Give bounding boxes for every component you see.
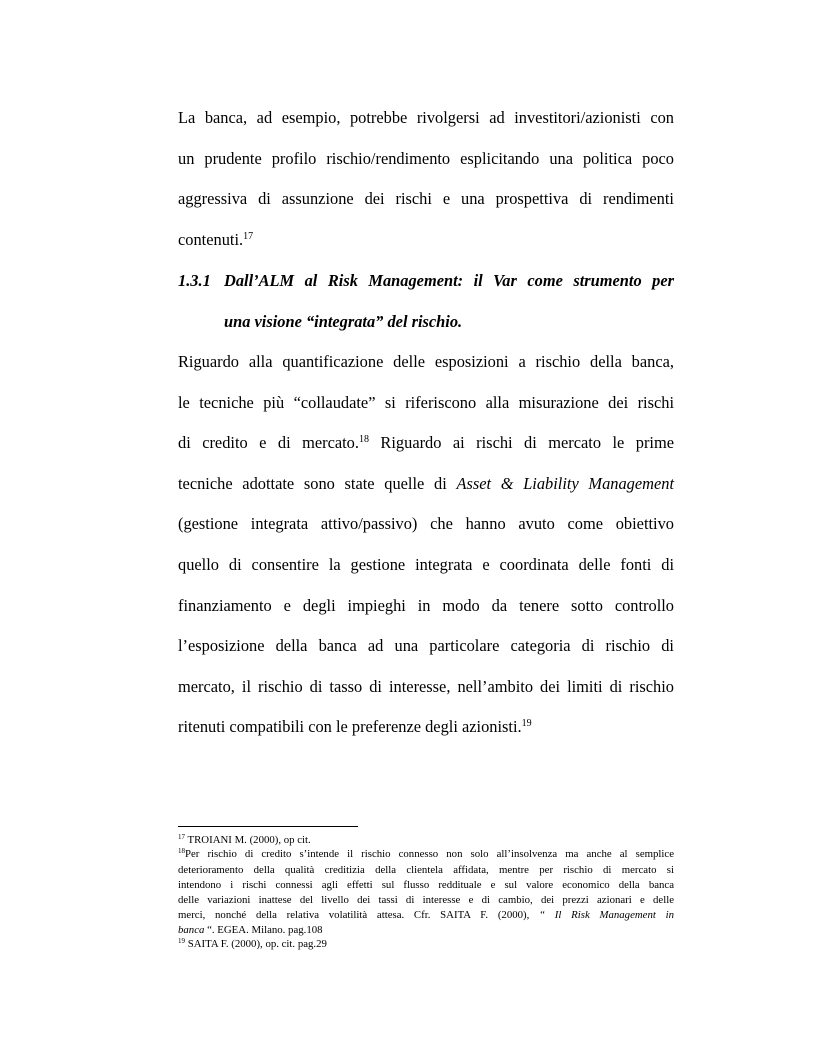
paragraph-2-line-4-italic: Asset & Liability Management	[456, 474, 675, 493]
paragraph-2-line-4	[178, 474, 674, 494]
footnote-17	[178, 834, 674, 846]
paragraph-1-line-1: La banca, ad esempio, potrebbe rivolgersi ad investitori/azionisti con	[178, 108, 674, 127]
paragraph-2-line-6: quello di consentire la gestione integrata e coordinata delle fonti di	[178, 555, 674, 574]
footnote-18-number: 18	[178, 847, 185, 855]
footnote-18-text-1: Per rischio di credito s’intende il rischio connesso non solo all’insolvenza ma anche al semplice	[185, 848, 674, 860]
footnote-18-line-1	[178, 848, 674, 860]
paragraph-2-line-3	[178, 433, 674, 453]
paragraph-2-line-5: (gestione integrata attivo/passivo) che hanno avuto come obiettivo	[178, 514, 674, 533]
paragraph-2-line-3-a: di credito e di mercato.	[178, 433, 359, 452]
paragraph-2-line-8: l’esposizione della banca ad una particolare categoria di rischio di	[178, 636, 674, 655]
footnote-ref-19[interactable]: 19	[521, 718, 532, 729]
section-number: 1.3.1	[178, 271, 211, 290]
footnote-18-line-6	[178, 924, 674, 936]
footnote-ref-18[interactable]: 18	[358, 434, 369, 445]
footnote-18-line-5-a: merci, nonché della relativa volatilità attesa. Cfr. SAITA F. (2000),	[178, 909, 540, 921]
paragraph-2-line-3-b: Riguardo ai rischi di mercato le prime	[368, 433, 674, 452]
paragraph-2-line-10-text: ritenuti compatibili con le preferenze degli azionisti.	[178, 717, 522, 736]
paragraph-2-line-1: Riguardo alla quantificazione delle esposizioni a rischio della banca,	[178, 352, 674, 371]
paragraph-2-line-9: mercato, il rischio di tasso di interesse, nell’ambito dei limiti di rischio	[178, 677, 674, 696]
footnote-18-line-6-b: “. EGEA. Milano. pag.108	[207, 924, 323, 936]
paragraph-1-line-4-text: contenuti.	[178, 230, 244, 249]
paragraph-1-line-4	[178, 230, 674, 250]
footnote-18-line-3: intendono i rischi connessi agli effetti sul flusso reddituale e sul valore economico della banca	[178, 879, 674, 891]
paragraph-2-line-4-a: tecniche adottate sono state quelle di	[178, 474, 457, 493]
footnote-18-line-4: delle variazioni inattese del livello dei tassi di interesse e di cambio, dei prezzi azionari e delle	[178, 894, 674, 906]
footnote-19	[178, 938, 674, 950]
section-title-line-2: una visione “integrata” del rischio.	[224, 312, 463, 331]
paragraph-1-line-2: un prudente profilo rischio/rendimento esplicitando una politica poco	[178, 149, 674, 168]
footnote-19-number: 19	[178, 937, 185, 945]
footnote-separator	[178, 826, 358, 827]
footnote-18-line-6-italic: banca	[178, 924, 208, 936]
paragraph-2-line-2: le tecniche più “collaudate” si riferiscono alla misurazione dei rischi	[178, 393, 674, 412]
footnote-ref-17[interactable]: 17	[243, 231, 254, 242]
footnote-19-text: SAITA F. (2000), op. cit. pag.29	[185, 938, 327, 950]
paragraph-2-line-7: finanziamento e degli impieghi in modo da tenere sotto controllo	[178, 596, 674, 615]
paragraph-2-line-10	[178, 717, 674, 737]
footnote-18-line-2: deterioramento della qualità creditizia della clientela affidata, mentre per rischio di mercato si	[178, 864, 674, 876]
footnote-17-text: TROIANI M. (2000), op cit.	[185, 834, 311, 846]
footnote-18-line-5-italic: “ Il Risk Management in	[539, 909, 674, 921]
section-title-line-1: Dall’ALM al Risk Management: il Var come strumento per	[224, 271, 674, 290]
footnote-17-number: 17	[178, 833, 185, 841]
section-heading	[178, 271, 674, 291]
paragraph-1-line-3: aggressiva di assunzione dei rischi e una prospettiva di rendimenti	[178, 189, 674, 208]
footnote-18-line-5	[178, 909, 674, 921]
